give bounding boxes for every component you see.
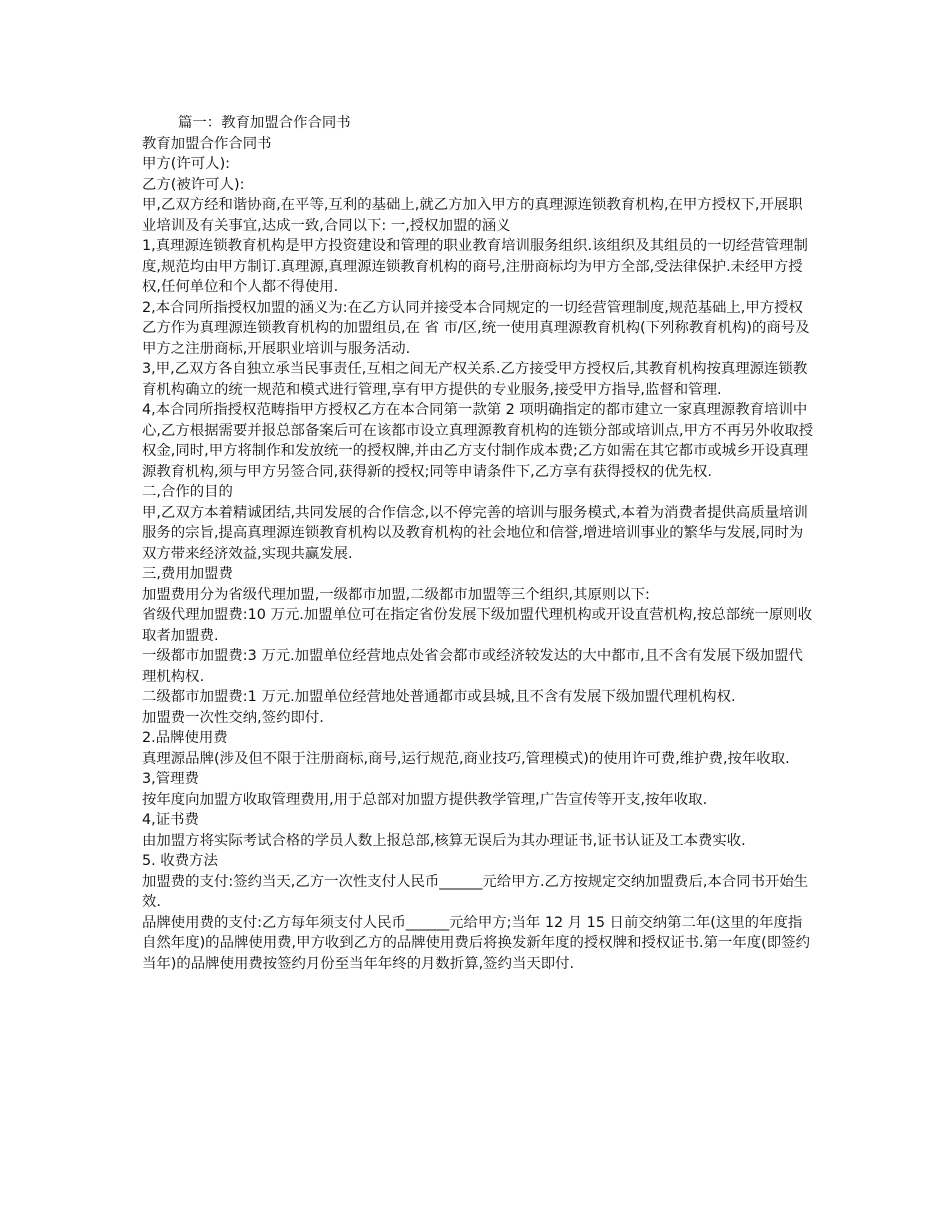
paragraph-clause-1-1: 1,真理源连锁教育机构是甲方投资建设和管理的职业教育培训服务组织.该组织及其组员的一切经营管理制度,规范均由甲方制订.真理源,真理源连锁教育机构的商号,注册商标均为甲方全部,受法律保护.未经甲方授权,任何单位和个人都不得使用. [142, 238, 808, 295]
paragraph-tier1-fee: 一级都市加盟费:3 万元.加盟单位经营地点处省会都市或经济较发达的大中都市,且不含有发展下级加盟代理机构权. [142, 648, 803, 685]
paragraph-join-fee-payment: 加盟费的支付:签约当天,乙方一次性支付人民币______元给甲方.乙方按规定交纳加盟费后,本合同书开始生效. [142, 873, 809, 910]
paragraph-clause-1-2: 2,本合同所指授权加盟的涵义为:在乙方认同并接受本合同规定的一切经营管理制度,规范基础上,甲方授权乙方作为真理源连锁教育机构的加盟组员,在 省 市/区,统一使用真理源教育机构(下列称教育机构)的商号及甲方之注册商标,开展职业培训与服务活动. [142, 299, 810, 357]
paragraph-fee-types: 加盟费用分为省级代理加盟,一级都市加盟,二级都市加盟等三个组织,其原则以下: [142, 586, 650, 603]
document-heading: 篇一：教育加盟合作合同书 [178, 115, 351, 131]
paragraph-clause-1-4: 4,本合同所指授权范畴指甲方授权乙方在本合同第一款第 2 项明确指定的都市建立一家真理源教育培训中心,乙方根据需要并报总部备案后可在该都市设立真理源教育机构的连锁分部或培训点,甲方不再另外收取授权金,同时,甲方将制作和发放统一的授权牌,并由乙方支付制作成本费;乙方如需在其它都市或城乡开设真理源教育机构,须与甲方另签合同,获得新的授权;同等申请条件下,乙方享有获得授权的优先权. [142, 402, 814, 480]
paragraph-party-b: 乙方(被许可人): [142, 176, 245, 193]
section-heading-payment-method: 5. 收费方法 [142, 853, 218, 869]
paragraph-fee-payment-once: 加盟费一次性交纳,签约即付. [142, 709, 324, 726]
paragraph-tier2-fee: 二级都市加盟费:1 万元.加盟单位经营地处普通都市或县城,且不含有发展下级加盟代理机构权. [142, 689, 736, 705]
paragraph-purpose: 甲,乙双方本着精诚团结,共同发展的合作信念,以不停完善的培训与服务模式,本着为消费者提供高质量培训服务的宗旨,提高真理源连锁教育机构以及教育机构的社会地位和信誉,增进培训事业的繁华与发展,同时为双方带来经济效益,实现共赢发展. [142, 504, 808, 562]
paragraph-party-a: 甲方(许可人): [142, 156, 231, 172]
paragraph-preamble: 甲,乙双方经和谐协商,在平等,互利的基础上,就乙方加入甲方的真理源连锁教育机构,在甲方授权下,开展职业培训及有关事宜,达成一致,合同以下: 一,授权加盟的涵义 [142, 197, 803, 234]
paragraph-contract-title: 教育加盟合作合同书 [142, 135, 272, 152]
section-heading-purpose: 二,合作的目的 [142, 484, 233, 500]
section-heading-certificate-fee: 4,证书费 [142, 812, 199, 828]
paragraph-brand-fee-payment: 品牌使用费的支付:乙方每年须支付人民币______元给甲方;当年 12 月 15 日前交纳第二年(这里的年度指自然年度)的品牌使用费,甲方收到乙方的品牌使用费后将换发新年度的授权牌和授权证书.第一年度(即签约当年)的品牌使用费按签约月份至当年年终的月数折算,签约当天即付. [142, 914, 810, 972]
paragraph-management-fee: 按年度向加盟方收取管理费用,用于总部对加盟方提供教学管理,广告宣传等开支,按年收取. [142, 791, 708, 808]
paragraph-certificate-fee: 由加盟方将实际考试合格的学员人数上报总部,核算无误后为其办理证书,证书认证及工本费实收. [142, 832, 746, 849]
section-heading-brand-fee: 2.品牌使用费 [142, 730, 228, 746]
section-heading-fees: 三,费用加盟费 [142, 566, 233, 582]
document-page [142, 113, 814, 974]
paragraph-provincial-fee: 省级代理加盟费:10 万元.加盟单位可在指定省份发展下级加盟代理机构或开设直营机构,按总部统一原则收取者加盟费. [142, 607, 813, 644]
paragraph-clause-1-3: 3,甲,乙双方各自独立承当民事责任,互相之间无产权关系.乙方接受甲方授权后,其教育机构按真理源连锁教育机构确立的统一规范和模式进行管理,享有甲方提供的专业服务,接受甲方指导,监督和管理. [142, 361, 808, 398]
paragraph-brand-fee: 真理源品牌(涉及但不限于注册商标,商号,运行规范,商业技巧,管理模式)的使用许可费,维护费,按年收取. [142, 750, 790, 767]
section-heading-management-fee: 3,管理费 [142, 771, 199, 787]
